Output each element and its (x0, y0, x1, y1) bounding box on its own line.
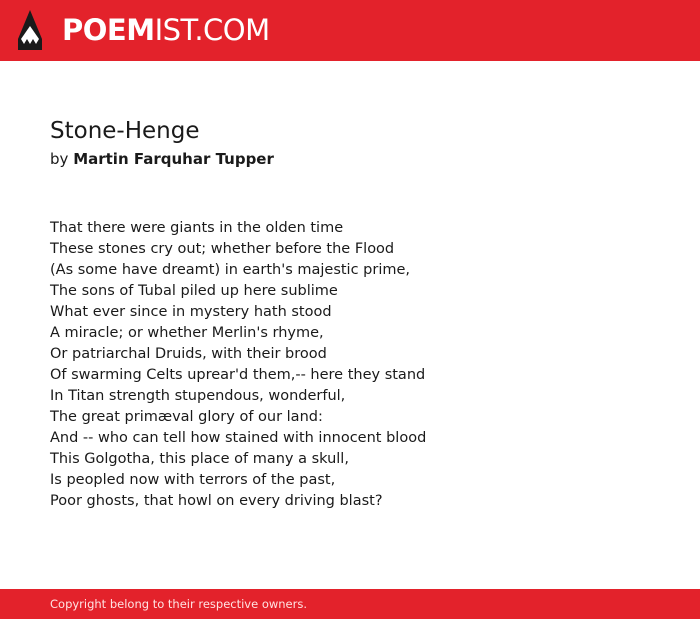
poem-line: Or patriarchal Druids, with their brood (50, 346, 327, 362)
logo-text-light: IST.COM (154, 13, 270, 47)
poem-author: Martin Farquhar Tupper (73, 150, 274, 168)
poem-line: What ever since in mystery hath stood (50, 304, 332, 320)
poem-line: Poor ghosts, that howl on every driving blast? (50, 493, 383, 509)
poem-line: (As some have dreamt) in earth's majestic prime, (50, 262, 411, 278)
pencil-tip-icon[interactable] (17, 9, 43, 51)
poem-line: In Titan strength stupendous, wonderful, (50, 388, 346, 404)
poem-line: And -- who can tell how stained with innocent blood (50, 430, 427, 446)
poem-title: Stone-Henge (50, 118, 200, 144)
poem-line: The great primæval glory of our land: (50, 409, 323, 425)
site-footer (0, 589, 700, 619)
site-logo[interactable] (62, 13, 270, 47)
poem-line: That there were giants in the olden time (50, 220, 344, 236)
poem-line: The sons of Tubal piled up here sublime (50, 283, 338, 299)
logo-text-bold: POEM (62, 13, 155, 47)
poem-byline (50, 148, 274, 170)
poem-line: This Golgotha, this place of many a skull, (50, 451, 349, 467)
copyright-text: Copyright belong to their respective owners. (50, 597, 308, 611)
poem-line: A miracle; or whether Merlin's rhyme, (50, 325, 324, 341)
poem-line: These stones cry out; whether before the Flood (50, 241, 395, 257)
poem-body (50, 218, 670, 512)
byline-prefix: by (50, 150, 69, 168)
poem-line: Of swarming Celts uprear'd them,-- here they stand (50, 367, 426, 383)
poem-line: Is peopled now with terrors of the past, (50, 472, 336, 488)
site-header (0, 0, 700, 61)
